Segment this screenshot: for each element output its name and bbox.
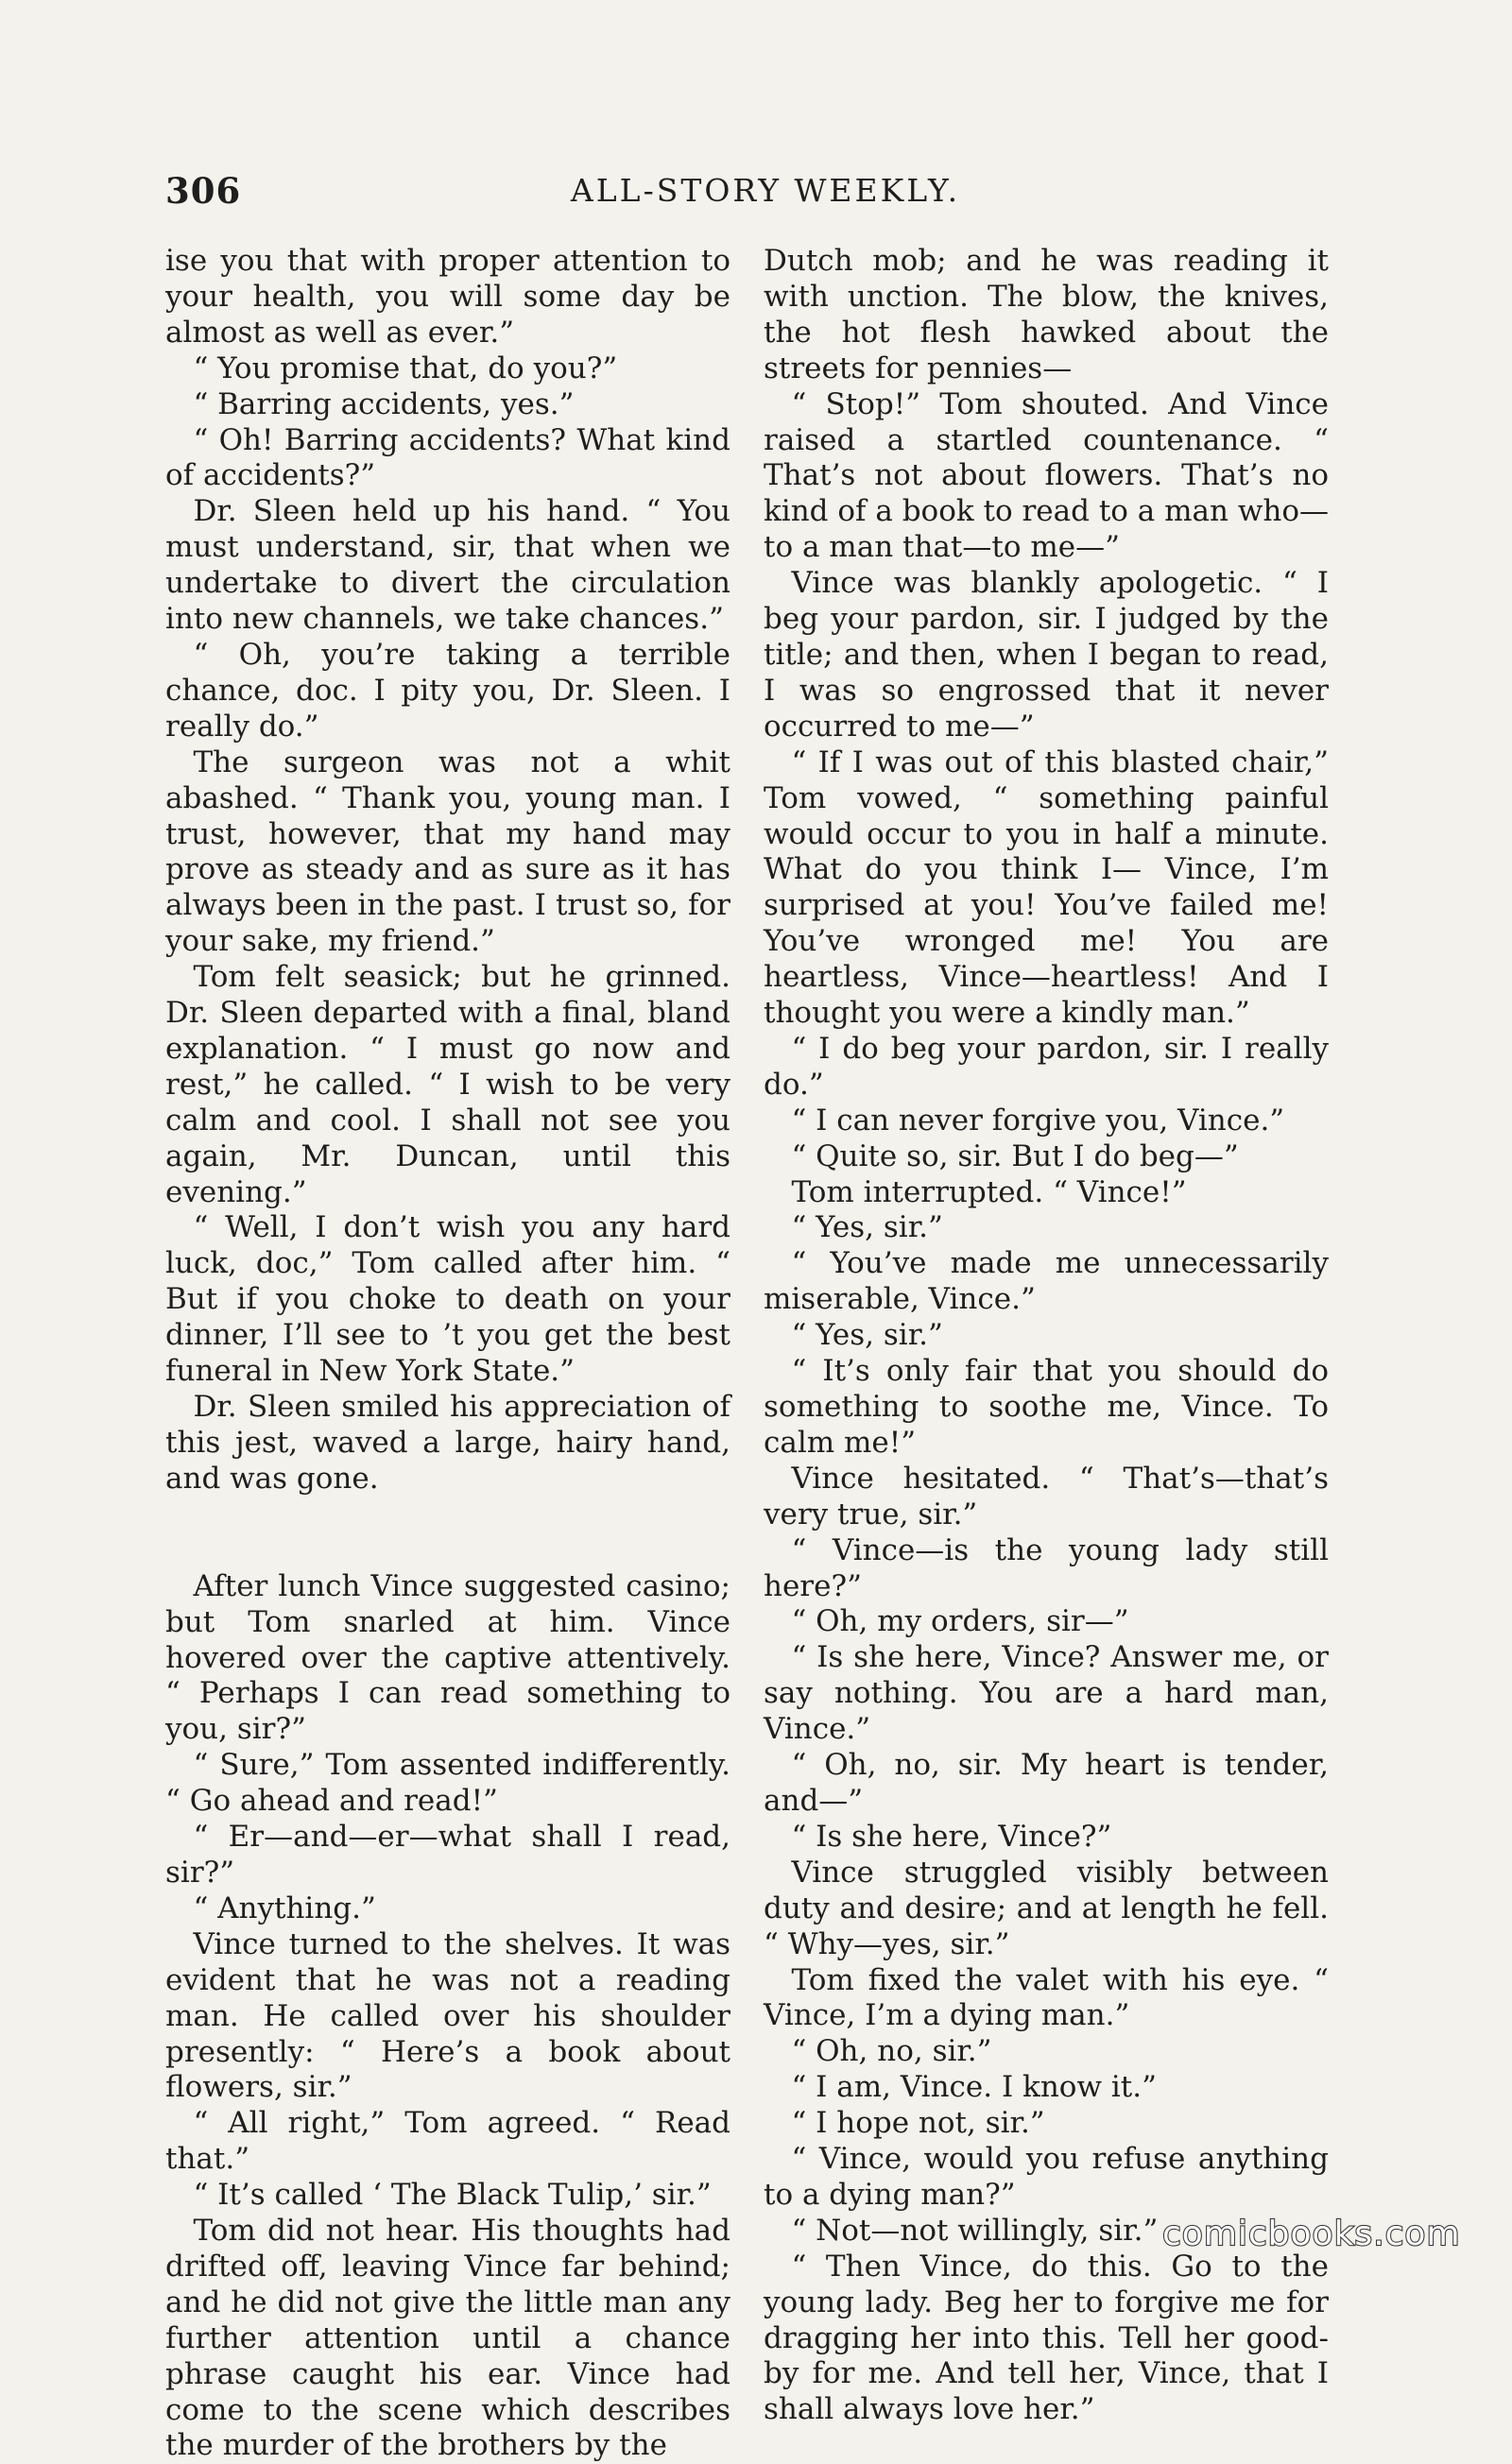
paragraph: Dr. Sleen smiled his appreciation of this jest, waved a large, hairy hand, and was gone. (165, 1390, 730, 1496)
paragraph: “ I can never forgive you, Vince.” (791, 1103, 1285, 1138)
paragraph: “ All right,” Tom agreed. “ Read that.” (165, 2106, 730, 2177)
paragraph: “ Oh, you’re taking a terrible chance, doc. I pity you, Dr. Sleen. I really do.” (165, 637, 730, 744)
paragraph: “ Vince, would you refuse anything to a dying man?” (764, 2142, 1329, 2212)
paragraph: “ It’s called ‘ The Black Tulip,’ sir.” (193, 2178, 712, 2213)
paragraph: “ Is she here, Vince? Answer me, or say nothing. You are a hard man, Vince.” (764, 1640, 1329, 1747)
paragraph: Dr. Sleen held up his hand. “ You must understand, sir, that when we undertake to divert the circulation into new channels, we take chances.” (165, 494, 730, 637)
paragraph: “ Oh, no, sir.” (791, 2034, 992, 2069)
left-column (165, 244, 730, 2464)
paragraph: Dutch mob; and he was reading it with unction. The blow, the knives, the hot flesh hawked about the streets for pennies— (764, 244, 1329, 385)
paragraph: Vince turned to the shelves. It was evident that he was not a reading man. He called over his shoulder presently: “ Here’s a book about flowers, sir.” (165, 1926, 730, 2105)
paragraph: “ Er—and—er—what shall I read, sir?” (165, 1820, 730, 1890)
paragraph: “ Vince—is the young lady still here?” (764, 1532, 1329, 1603)
paragraph: “ Well, I don’t wish you any hard luck, doc,” Tom called after him. “ But if you choke to death on your dinner, I’ll see to ’t you get the best funeral in New York State.” (165, 1210, 730, 1389)
paragraph: “ You’ve made me unnecessarily miserable, Vince.” (764, 1246, 1329, 1317)
paragraph: “ Then Vince, do this. Go to the young lady. Beg her to forgive me for dragging her into this. Tell her good-by for me. And tell her, Vince, that I shall always love her.” (764, 2249, 1329, 2427)
paragraph: Vince struggled visibly between duty and desire; and at length he fell. “ Why—yes, sir.” (764, 1855, 1329, 1961)
paragraph: Tom did not hear. His thoughts had drifted off, leaving Vince far behind; and he did not give the little man any further attention until a chance phrase caught his ear. Vince had come to the scene which describes the murder of the brothers by the (165, 2214, 730, 2463)
running-head: ALL-STORY WEEKLY. (570, 172, 961, 209)
paragraph: Tom interrupted. “ Vince!” (791, 1174, 1187, 1209)
paragraph: “ If I was out of this blasted chair,” Tom vowed, “ something painful would occur to you in half a minute. What do you think I— Vince, I’m surprised at you! You’ve failed me! You’ve wronged me! You are heartless, Vince—heartless! And I thought you were a kindly man.” (764, 744, 1329, 1031)
paragraph: ise you that with proper attention to your health, you will some day be almost as well as ever.” (165, 244, 730, 350)
paragraph: “ Oh, my orders, sir—” (791, 1604, 1129, 1639)
paragraph: Vince hesitated. “ That’s—that’s very true, sir.” (764, 1461, 1329, 1531)
paragraph: “ Barring accidents, yes.” (193, 386, 575, 421)
paragraph: “ I hope not, sir.” (791, 2106, 1045, 2141)
paragraph: “ Yes, sir.” (791, 1318, 943, 1353)
paragraph: “ Stop!” Tom shouted. And Vince raised a startled countenance. “ That’s not about flowers. That’s no kind of a book to read to a man who—to a man that—to me—” (764, 386, 1329, 565)
paragraph: “ Quite so, sir. But I do beg—” (791, 1138, 1239, 1173)
paragraph: “ Is she here, Vince?” (791, 1819, 1112, 1854)
paragraph: “ Yes, sir.” (791, 1210, 943, 1245)
paragraph: “ It’s only fair that you should do something to soothe me, Vince. To calm me!” (764, 1354, 1329, 1460)
paragraph: “ Oh! Barring accidents? What kind of accidents?” (165, 422, 730, 493)
paragraph: “ Not—not willingly, sir.” (791, 2213, 1159, 2248)
page-header (165, 170, 1366, 227)
paragraph: After lunch Vince suggested casino; but Tom snarled at him. Vince hovered over the captive attentively. “ Perhaps I can read something to you, sir?” (165, 1568, 730, 1747)
paragraph: Tom felt seasick; but he grinned. Dr. Sleen departed with a final, bland explanation. “ I must go now and rest,” he called. “ I wish to be very calm and cool. I shall not see you again, Mr. Duncan, until this evening.” (165, 960, 730, 1209)
right-column (764, 244, 1329, 2428)
paragraph: “ Anything.” (193, 1891, 376, 1925)
paragraph: “ I do beg your pardon, sir. I really do.” (764, 1031, 1329, 1102)
paragraph: “ Sure,” Tom assented indifferently. “ Go ahead and read!” (165, 1748, 730, 1819)
page-number: 306 (165, 170, 242, 212)
paragraph: The surgeon was not a whit abashed. “ Thank you, young man. I trust, however, that my hand may prove as steady and as sure as it has always been in the past. I trust so, for your sake, my friend.” (165, 744, 730, 959)
paragraph: “ I am, Vince. I know it.” (791, 2070, 1157, 2105)
paragraph: “ Oh, no, sir. My heart is tender, and—” (764, 1748, 1329, 1818)
paragraph: “ You promise that, do you?” (193, 351, 618, 385)
watermark-logo: comicbooks.com (1162, 2215, 1461, 2253)
paragraph: Tom fixed the valet with his eye. “ Vince, I’m a dying man.” (764, 1962, 1329, 2033)
paragraph: Vince was blankly apologetic. “ I beg your pardon, sir. I judged by the title; and then, when I began to read, I was so engrossed that it never occurred to me—” (764, 566, 1329, 744)
